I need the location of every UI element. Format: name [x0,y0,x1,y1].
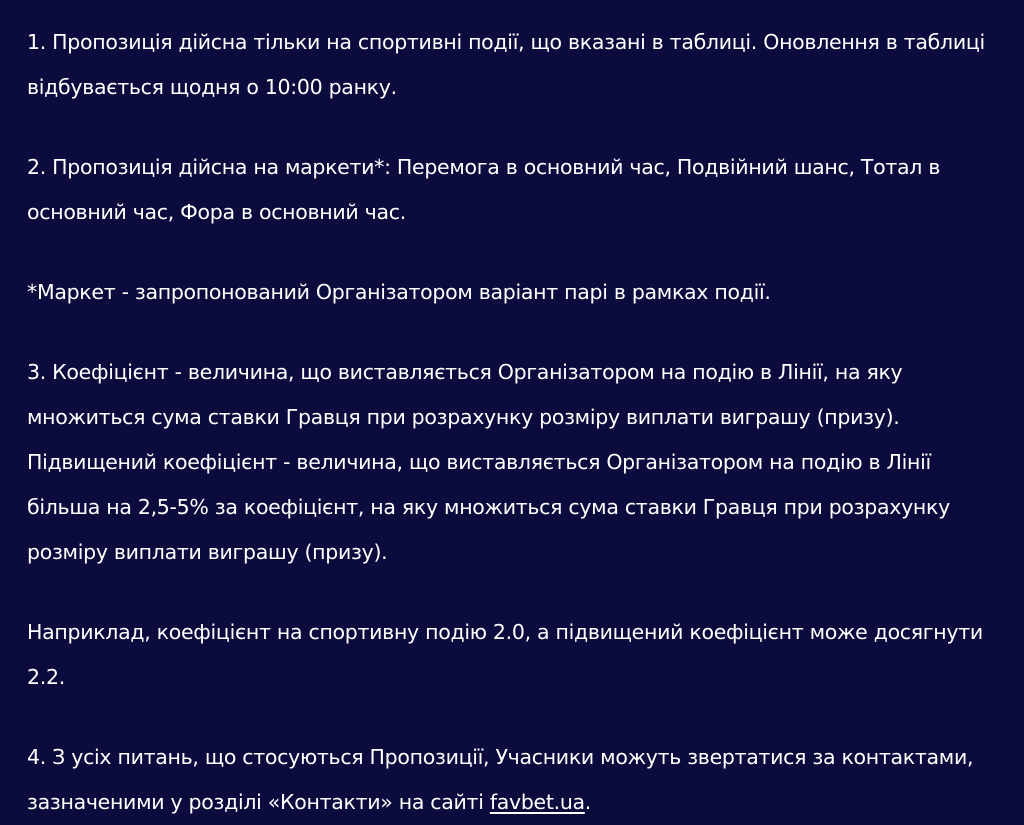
paragraph-market-note: *Маркет - запропонований Організатором варіант парі в рамках події. [27,280,771,304]
paragraph-example: Наприклад, коефіцієнт на спортивну подію 2.0, а підвищений коефіцієнт може досягнути 2.2. [27,620,983,689]
spacer [27,700,987,735]
spacer [27,575,987,610]
paragraph-4 [27,735,987,825]
favbet-link[interactable]: favbet.ua [489,790,585,814]
paragraph-4-end: . [584,790,591,814]
spacer [27,110,987,145]
spacer [27,235,987,270]
paragraph-2: 2. Пропозиція дійсна на маркети*: Перемога в основний час, Подвійний шанс, Тотал в основний час, Фора в основний час. [27,155,941,224]
terms-content [27,20,987,825]
paragraph-1: 1. Пропозиція дійсна тільки на спортивні події, що вказані в таблиці. Оновлення в таблиці відбувається щодня о 10:00 ранку. [27,30,985,99]
paragraph-3: 3. Коефіцієнт - величина, що виставляється Організатором на подію в Лінії, на яку множиться сума ставки Гравця при розрахунку розміру виплати виграшу (призу). Підвищений коефіцієнт - величина, що виставляється Організатором на подію в Лінії більша на 2,5-5% за коефіцієнт, на яку множиться сума ставки Гравця при розрахунку розміру виплати виграшу (призу). [27,360,950,564]
paragraph-4-text: 4. З усіх питань, що стосуються Пропозиції, Учасники можуть звертатися за контактами, зазначеними у розділі «Контакти» на сайті [27,745,974,814]
spacer [27,315,987,350]
